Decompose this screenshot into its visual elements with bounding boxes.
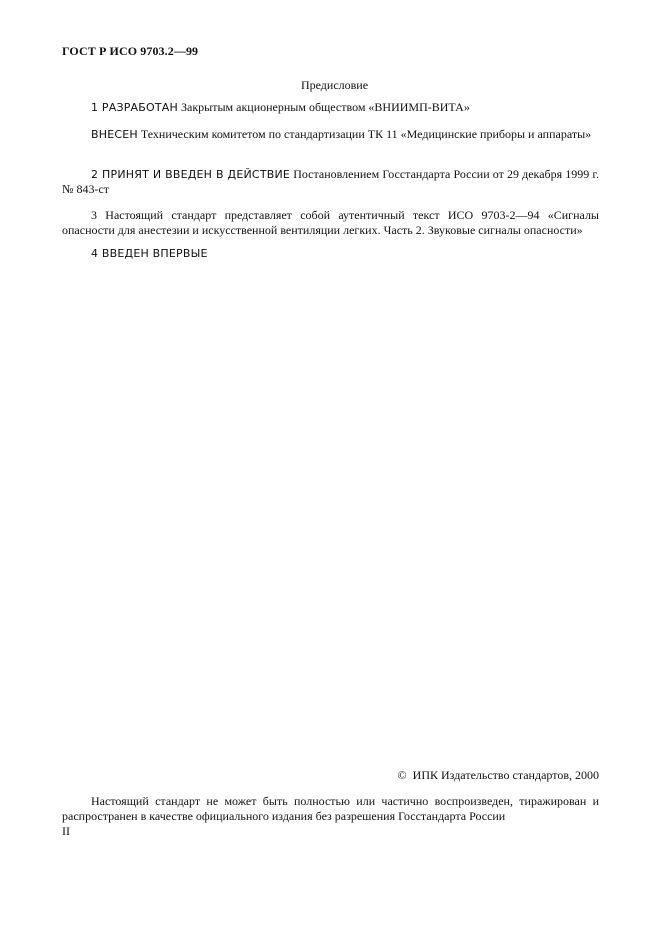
copyright-symbol: © [397, 768, 407, 782]
preface-item-first-introduced [62, 246, 599, 261]
copyright-text: ИПК Издательство стандартов, 2000 [412, 768, 599, 782]
preface-title: Предисловие [300, 78, 369, 92]
preface-item-text: Техническим комитетом по стандартизации ТК 11 «Медицинские приборы и аппараты» [137, 127, 592, 141]
preface-item-text: Закрытым акционерным обществом «ВНИИМП-ВИТА» [177, 100, 470, 114]
reproduction-notice: Настоящий стандарт не может быть полностью или частично воспроизведен, тиражирован и распространен в качестве официального издания без разрешения Госстандарта России [62, 794, 599, 823]
document-code-header: ГОСТ Р ИСО 9703.2—99 [62, 44, 199, 58]
preface-item-adopted [62, 167, 599, 197]
preface-item-lead: ВНЕСЕН [91, 128, 138, 141]
preface-item-lead: 2 ПРИНЯТ И ВВЕДЕН В ДЕЙСТВИЕ [91, 168, 291, 181]
copyright-line [398, 768, 599, 783]
preface-item-text: Постановлением Госстандарта России от 29 декабря 1999 г. № 843-ст [62, 167, 599, 196]
preface-item-lead: 4 ВВЕДЕН ВПЕРВЫЕ [91, 247, 208, 260]
preface-item-text: 3 Настоящий стандарт представляет собой аутентичный текст ИСО 9703-2—94 «Сигналы опасности для анестезии и искусственной вентиляции легких. Часть 2. Звуковые сигналы опасности» [62, 208, 599, 237]
page-number: II [62, 824, 70, 838]
preface-item-developed [62, 100, 599, 115]
preface-item-authentic-text [62, 208, 599, 238]
preface-item-introduced [62, 127, 599, 142]
preface-item-lead: 1 РАЗРАБОТАН [91, 101, 178, 114]
